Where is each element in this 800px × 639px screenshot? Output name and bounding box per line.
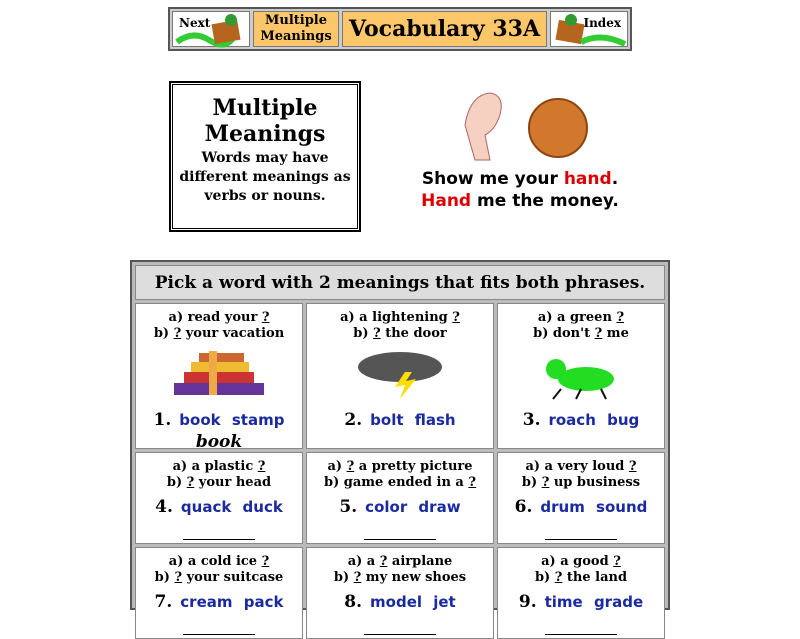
phrase-a: a) a very loud ? <box>525 459 637 474</box>
phrase-a: a) a cold ice ? <box>168 554 270 569</box>
exercise-cell <box>497 452 665 544</box>
exercise-cell <box>497 547 665 639</box>
info-box <box>170 82 360 231</box>
exercise-cell <box>306 303 494 449</box>
index-button[interactable] <box>550 11 628 47</box>
word-choices: 1. book stamp <box>153 410 285 430</box>
word-choices: 7. cream pack <box>154 592 284 612</box>
phrase-b: b) ? your vacation <box>153 326 285 341</box>
next-button[interactable] <box>172 11 250 47</box>
phrase-b: b) ? my new shoes <box>333 570 467 585</box>
phrase-a: a) ? a pretty picture <box>327 459 473 474</box>
answer-field[interactable] <box>183 616 255 635</box>
phrase-b: b) ? your suitcase <box>154 570 284 585</box>
answer-field[interactable] <box>183 521 255 540</box>
info-heading: Multiple Meanings <box>204 95 326 147</box>
answer-field[interactable] <box>545 616 617 635</box>
phrase-a: a) a plastic ? <box>172 459 266 474</box>
phrase-b: b) ? your head <box>166 475 272 490</box>
phrase-a: a) a ? airplane <box>347 554 453 569</box>
phrase-b: b) ? the door <box>353 326 447 341</box>
answer-field[interactable] <box>364 434 436 453</box>
word-choices: 4. quack duck <box>155 497 283 517</box>
phrase-a: a) a good ? <box>541 554 621 569</box>
section-label: Multiple Meanings <box>253 11 339 47</box>
storm-cloud-icon <box>350 347 450 402</box>
books-icon <box>169 347 269 402</box>
phrase-a: a) a green ? <box>537 310 625 325</box>
exercise-table <box>130 260 670 610</box>
penny-icon <box>529 99 587 157</box>
word-choices: 3. roach bug <box>522 410 640 430</box>
answer-field[interactable] <box>364 521 436 540</box>
phrase-a: a) read your ? <box>168 310 270 325</box>
nav-bar <box>168 7 632 51</box>
bug-icon <box>531 347 631 402</box>
illustration <box>136 344 302 404</box>
answer-field[interactable] <box>364 616 436 635</box>
exercise-cell <box>497 303 665 449</box>
phrase-b: b) ? the land <box>534 570 628 585</box>
exercise-cell <box>135 452 303 544</box>
phrase-b: b) game ended in a ? <box>323 475 477 490</box>
page-title: Vocabulary 33A <box>342 11 547 47</box>
answer-field[interactable] <box>545 434 617 453</box>
illustration <box>498 344 664 404</box>
exercise-cell <box>306 452 494 544</box>
word-choices: 6. drum sound <box>514 497 648 517</box>
instruction: Pick a word with 2 meanings that fits both phrases. <box>135 265 665 300</box>
info-text: Words may have different meanings as verbs or nouns. <box>179 150 351 204</box>
phrase-b: b) ? up business <box>521 475 641 490</box>
phrase-a: a) a lightening ? <box>340 310 460 325</box>
index-label: Index <box>583 16 621 30</box>
hand-icon <box>465 93 501 160</box>
exercise-cell <box>306 547 494 639</box>
hand-and-penny-image <box>455 85 590 165</box>
word-choices: 8. model jet <box>344 592 456 612</box>
answer-field[interactable] <box>545 521 617 540</box>
illustration <box>307 344 493 404</box>
answer-field[interactable]: book <box>183 434 255 453</box>
exercise-cell <box>135 303 303 452</box>
word-choices: 5. color draw <box>339 497 461 517</box>
word-choices: 2. bolt flash <box>344 410 456 430</box>
example-sentences: Show me your hand. Hand me the money. <box>421 169 619 211</box>
phrase-b: b) don't ? me <box>533 326 629 341</box>
word-choices: 9. time grade <box>518 592 644 612</box>
next-label: Next <box>179 16 211 30</box>
exercise-cell <box>135 547 303 639</box>
